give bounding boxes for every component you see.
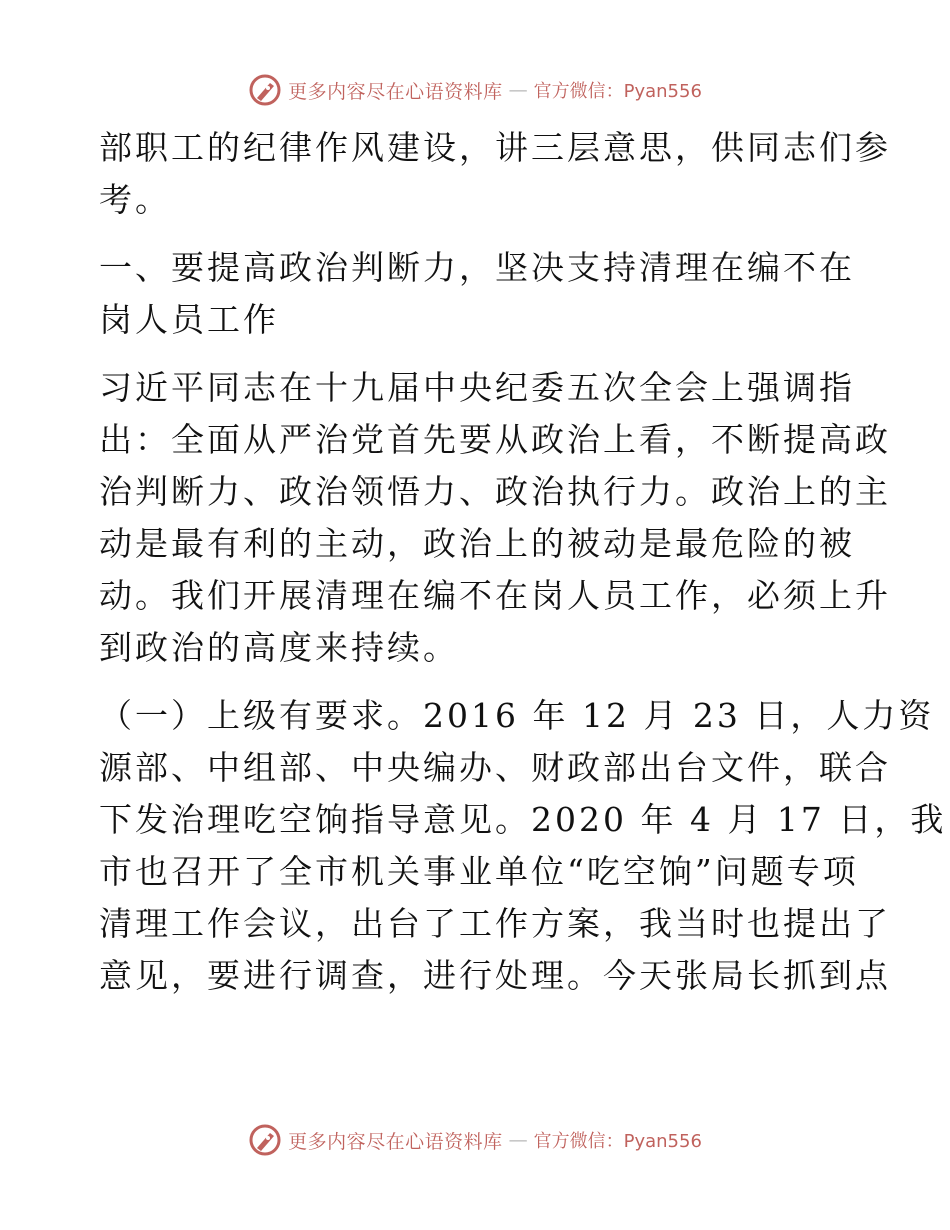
text-line: （一）上级有要求。2016 年 12 月 23 日，人力资 <box>99 696 935 735</box>
banner-wechat: 官方微信：Pyan556 <box>533 1131 702 1152</box>
banner-separator: — <box>508 79 528 101</box>
text-line: 部职工的纪律作风建设，讲三层意思，供同志们参 <box>99 128 891 167</box>
text-line: 治判断力、政治领悟力、政治执行力。政治上的主 <box>99 472 891 511</box>
text-line: 一、要提高政治判断力，坚决支持清理在编不在 <box>99 248 855 287</box>
pen-logo-icon <box>248 1123 282 1157</box>
paragraph-4 <box>99 690 947 1002</box>
text-line: 源部、中组部、中央编办、财政部出台文件，联合 <box>99 748 891 787</box>
header-watermark-banner <box>0 70 950 110</box>
banner-text: 更多内容尽在心语资料库 <box>288 1130 503 1153</box>
footer-watermark-banner <box>0 1120 950 1160</box>
text-line: 动是最有利的主动，政治上的被动是最危险的被 <box>99 524 855 563</box>
text-line: 考。 <box>99 180 171 219</box>
text-line: 意见，要进行调查，进行处理。今天张局长抓到点 <box>99 956 891 995</box>
paragraph-3 <box>99 362 891 674</box>
text-line: 下发治理吃空饷指导意见。2020 年 4 月 17 日，我 <box>99 800 947 839</box>
section-heading <box>99 242 859 346</box>
paragraph-1 <box>99 122 891 226</box>
pen-logo-icon <box>248 73 282 107</box>
banner-wechat: 官方微信：Pyan556 <box>533 81 702 102</box>
banner-separator: — <box>508 1129 528 1151</box>
text-line: 市也召开了全市机关事业单位“吃空饷”问题专项 <box>99 852 859 891</box>
text-line: 清理工作会议，出台了工作方案，我当时也提出了 <box>99 904 891 943</box>
text-line: 岗人员工作 <box>99 300 279 339</box>
text-line: 习近平同志在十九届中央纪委五次全会上强调指 <box>99 368 855 407</box>
text-line: 动。我们开展清理在编不在岗人员工作，必须上升 <box>99 576 891 615</box>
banner-text: 更多内容尽在心语资料库 <box>288 80 503 103</box>
text-line: 出：全面从严治党首先要从政治上看，不断提高政 <box>99 420 891 459</box>
text-line: 到政治的高度来持续。 <box>99 628 459 667</box>
document-body <box>99 122 947 1018</box>
